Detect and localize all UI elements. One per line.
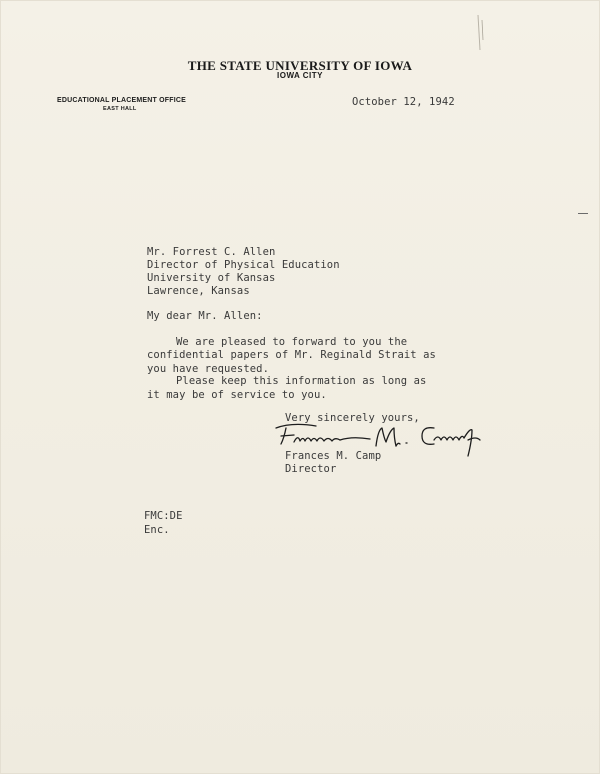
recipient-line: Lawrence, Kansas xyxy=(147,285,250,297)
letterhead-city: IOWA CITY xyxy=(277,71,323,80)
salutation: My dear Mr. Allen: xyxy=(147,310,263,322)
office-hall: EAST HALL xyxy=(103,106,137,112)
closing: Very sincerely yours, xyxy=(285,412,420,424)
recipient-line: Director of Physical Education xyxy=(147,259,340,271)
recipient-line: Mr. Forrest C. Allen xyxy=(147,246,276,258)
enclosure-note: Enc. xyxy=(144,524,170,536)
recipient-line: University of Kansas xyxy=(147,272,276,284)
office-name: EDUCATIONAL PLACEMENT OFFICE xyxy=(57,97,187,104)
body-line: confidential papers of Mr. Reginald Strait as xyxy=(147,349,436,361)
margin-mark xyxy=(578,213,588,214)
body-line: Please keep this information as long as xyxy=(176,375,427,387)
body-line: you have requested. xyxy=(147,363,270,375)
signer-name: Frances M. Camp xyxy=(285,450,382,462)
body-line: We are pleased to forward to you the xyxy=(176,336,408,348)
signer-title: Director xyxy=(285,463,337,475)
body-line: it may be of service to you. xyxy=(147,389,327,401)
letterhead-title: THE STATE UNIVERSITY OF IOWA xyxy=(187,58,413,73)
reference-initials: FMC:DE xyxy=(144,510,183,522)
letter-date: October 12, 1942 xyxy=(352,96,455,108)
